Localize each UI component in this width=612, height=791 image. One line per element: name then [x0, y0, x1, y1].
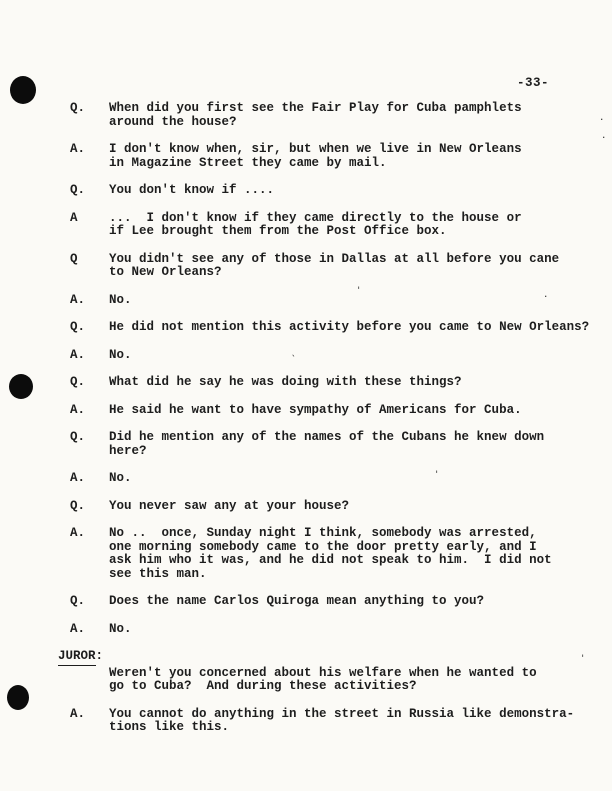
transcript-entry	[70, 349, 600, 363]
transcript-entry	[70, 253, 600, 280]
answer-text	[109, 349, 600, 363]
transcript-line: see this man.	[109, 566, 207, 581]
speaker-label: A.	[70, 142, 86, 156]
speaker-label: Q.	[70, 101, 86, 115]
transcript-entry	[70, 212, 600, 239]
answer-text	[109, 708, 600, 735]
transcript-line: You didn't see any of those in Dallas at all before you cane	[109, 251, 560, 266]
speaker-label: A.	[70, 706, 86, 721]
transcript-line: to New Orleans?	[109, 265, 222, 279]
transcript-line: in Magazine Street they came by mail.	[109, 155, 387, 170]
scan-speck: `	[291, 355, 297, 365]
hole-punch	[7, 685, 29, 710]
transcript-line: You never saw any at your house?	[109, 498, 350, 513]
transcript-line: Did he mention any of the names of the Cubans he knew down	[109, 430, 545, 444]
scan-speck: '	[434, 470, 440, 480]
speaker-label: A.	[70, 621, 86, 636]
answer-text	[109, 500, 600, 514]
page-number: -33-	[517, 76, 550, 90]
transcript-entry	[70, 527, 600, 581]
transcript-entry	[70, 595, 600, 609]
transcript-line: around the house?	[109, 114, 237, 129]
speaker-label: Q.	[70, 430, 86, 444]
speaker-label: Q	[70, 251, 78, 266]
transcript-line: No.	[109, 347, 132, 362]
speaker-label: Q.	[70, 183, 86, 197]
transcript-entry	[70, 184, 600, 198]
transcript-line: ask him who it was, and he did not speak to him. I did not	[109, 553, 552, 567]
transcript-line: I don't know when, sir, but when we live in New Orleans	[109, 142, 522, 156]
answer-text	[109, 294, 600, 308]
speaker-label: Q.	[70, 375, 86, 389]
transcript-entry	[70, 623, 600, 637]
transcript-line: What did he say he was doing with these things?	[109, 375, 462, 389]
answer-text	[109, 253, 600, 280]
hole-punch	[9, 374, 33, 399]
transcript-line: No.	[109, 471, 132, 485]
answer-text	[109, 667, 600, 694]
answer-text	[109, 212, 600, 239]
transcript-line: tions like this.	[109, 720, 230, 734]
answer-text	[109, 321, 600, 335]
transcript-line: He said he want to have sympathy of Americans for Cuba.	[109, 402, 522, 417]
transcript-line: Does the name Carlos Quiroga mean anything to you?	[109, 594, 485, 608]
transcript-entry	[70, 472, 600, 486]
answer-text	[109, 623, 600, 637]
transcript-entry	[58, 650, 600, 694]
answer-text	[109, 527, 600, 581]
transcript-line: You don't know if ....	[109, 183, 275, 197]
speaker-label: A.	[70, 292, 86, 307]
transcript-line: No.	[109, 292, 132, 307]
transcript	[58, 101, 600, 749]
transcript-line: No .. once, Sunday night I think, somebody was arrested,	[109, 526, 537, 540]
transcript-entry	[70, 294, 600, 308]
transcript-entry	[70, 376, 600, 390]
speaker-label: A.	[70, 402, 86, 417]
transcript-entry	[70, 102, 600, 129]
answer-text	[109, 431, 600, 458]
speaker-label: Q.	[70, 498, 86, 513]
answer-text	[109, 595, 600, 609]
speaker-label: A.	[70, 347, 86, 362]
answer-text	[109, 102, 600, 129]
transcript-line: No.	[109, 621, 132, 636]
scan-speck: .	[601, 131, 607, 141]
answer-text	[109, 404, 600, 418]
hole-punch	[10, 76, 36, 104]
transcript-line: go to Cuba? And during these activities?	[109, 679, 417, 693]
scan-speck: '	[356, 286, 362, 296]
transcript-entry	[70, 708, 600, 735]
speaker-label: A.	[70, 526, 86, 540]
transcript-line: here?	[109, 443, 147, 458]
scan-speck: '	[580, 654, 586, 664]
scan-speck: .	[543, 290, 549, 300]
transcript-entry	[70, 321, 600, 335]
transcript-line: one morning somebody came to the door pretty early, and I	[109, 539, 537, 554]
answer-text	[109, 184, 600, 198]
transcript-line: ... I don't know if they came directly to the house or	[109, 210, 522, 225]
transcript-entry	[70, 431, 600, 458]
answer-text	[109, 376, 600, 390]
speaker-label: Q.	[70, 594, 86, 608]
transcript-entry	[70, 500, 600, 514]
transcript-line: Weren't you concerned about his welfare when he wanted to	[109, 665, 537, 680]
answer-text	[109, 143, 600, 170]
transcript-line: You cannot do anything in the street in Russia like demonstra-	[109, 706, 575, 721]
transcript-line: When did you first see the Fair Play for Cuba pamphlets	[109, 101, 522, 115]
answer-text	[109, 472, 600, 486]
speaker-label: Q.	[70, 320, 86, 334]
speaker-label: A.	[70, 471, 86, 485]
transcript-line: if Lee brought them from the Post Office box.	[109, 224, 447, 238]
transcript-line: He did not mention this activity before you came to New Orleans?	[109, 320, 590, 334]
speaker-label: A	[70, 210, 78, 225]
transcript-entry	[70, 143, 600, 170]
speaker-label: JUROR:	[58, 650, 103, 666]
scan-speck: .	[599, 113, 605, 123]
transcript-entry	[70, 404, 600, 418]
